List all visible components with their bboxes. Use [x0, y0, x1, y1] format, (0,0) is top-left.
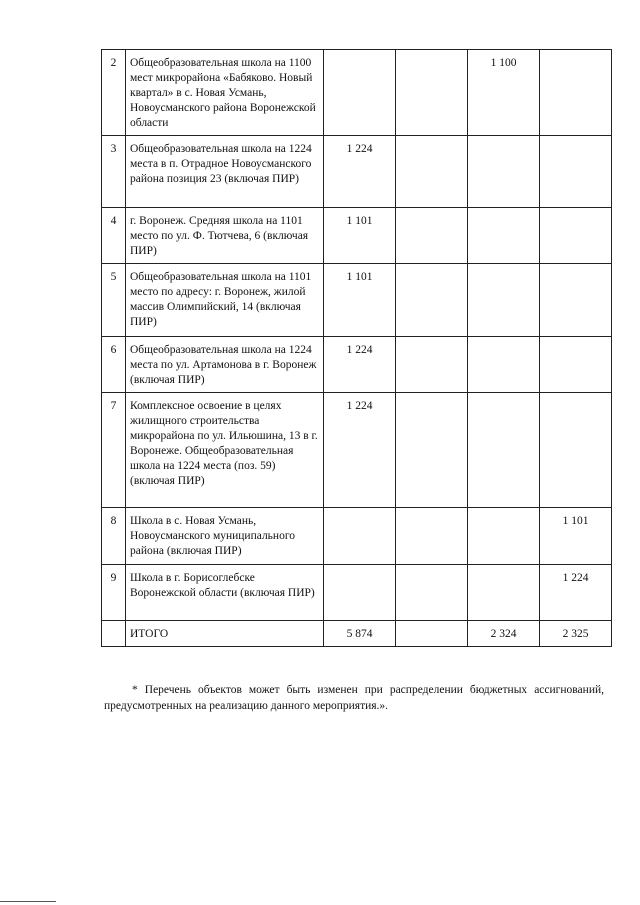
- row-number: 7: [102, 393, 126, 508]
- row-number: 4: [102, 208, 126, 264]
- value-col-2: [396, 337, 468, 393]
- value-col-3: [468, 136, 540, 208]
- object-name: Комплексное освоение в целях жилищного строительства микрорайона по ул. Ильюшина, 13 в г. Воронеже. Общеобразовательная школа на 1224 места (поз. 59) (включая ПИР): [126, 393, 324, 508]
- table-row: [102, 50, 612, 136]
- value-col-3: 1 100: [468, 50, 540, 136]
- table-row: [102, 508, 612, 565]
- value-col-2: [396, 393, 468, 508]
- total-col-3: 2 324: [468, 621, 540, 647]
- page-edge-rule: [0, 901, 56, 902]
- value-col-1: 1 101: [324, 264, 396, 337]
- object-name: Школа в с. Новая Усмань, Новоусманского муниципального района (включая ПИР): [126, 508, 324, 565]
- object-name: Общеобразовательная школа на 1224 места в п. Отрадное Новоусманского района позиция 23 (включая ПИР): [126, 136, 324, 208]
- object-name: Общеобразовательная школа на 1101 место по адресу: г. Воронеж, жилой массив Олимпийский, 14 (включая ПИР): [126, 264, 324, 337]
- value-col-3: [468, 264, 540, 337]
- object-name: Общеобразовательная школа на 1100 мест микрорайона «Бабяково. Новый квартал» в с. Новая Усмань, Новоусманского района Воронежской области: [126, 50, 324, 136]
- total-col-2: [396, 621, 468, 647]
- object-name: г. Воронеж. Средняя школа на 1101 место по ул. Ф. Тютчева, 6 (включая ПИР): [126, 208, 324, 264]
- table-row: [102, 264, 612, 337]
- value-col-4: [540, 208, 612, 264]
- value-col-1: [324, 50, 396, 136]
- value-col-4: [540, 264, 612, 337]
- objects-table: [101, 49, 612, 647]
- object-name: Школа в г. Борисоглебске Воронежской области (включая ПИР): [126, 565, 324, 621]
- value-col-3: [468, 208, 540, 264]
- value-col-2: [396, 508, 468, 565]
- value-col-3: [468, 508, 540, 565]
- value-col-3: [468, 393, 540, 508]
- value-col-3: [468, 337, 540, 393]
- value-col-3: [468, 565, 540, 621]
- value-col-4: 1 224: [540, 565, 612, 621]
- value-col-1: 1 224: [324, 393, 396, 508]
- value-col-4: [540, 50, 612, 136]
- total-col-4: 2 325: [540, 621, 612, 647]
- value-col-1: [324, 508, 396, 565]
- value-col-2: [396, 264, 468, 337]
- table-row: [102, 565, 612, 621]
- table-row: [102, 393, 612, 508]
- row-number: 5: [102, 264, 126, 337]
- value-col-4: [540, 393, 612, 508]
- value-col-1: [324, 565, 396, 621]
- value-col-2: [396, 50, 468, 136]
- table-row: [102, 208, 612, 264]
- table-row: [102, 337, 612, 393]
- value-col-2: [396, 136, 468, 208]
- row-number: 8: [102, 508, 126, 565]
- value-col-4: 1 101: [540, 508, 612, 565]
- value-col-2: [396, 565, 468, 621]
- row-number: 3: [102, 136, 126, 208]
- value-col-4: [540, 136, 612, 208]
- total-row: [102, 621, 612, 647]
- row-number: 6: [102, 337, 126, 393]
- value-col-1: 1 101: [324, 208, 396, 264]
- row-number: 2: [102, 50, 126, 136]
- row-number: 9: [102, 565, 126, 621]
- total-label: ИТОГО: [126, 621, 324, 647]
- table-row: [102, 136, 612, 208]
- value-col-1: 1 224: [324, 337, 396, 393]
- footnote: * Перечень объектов может быть изменен при распределении бюджетных ассигнований, предусмотренных на реализацию данного мероприятия.».: [104, 683, 604, 712]
- object-name: Общеобразовательная школа на 1224 места по ул. Артамонова в г. Воронеж (включая ПИР): [126, 337, 324, 393]
- value-col-2: [396, 208, 468, 264]
- row-number: [102, 621, 126, 647]
- total-col-1: 5 874: [324, 621, 396, 647]
- value-col-4: [540, 337, 612, 393]
- value-col-1: 1 224: [324, 136, 396, 208]
